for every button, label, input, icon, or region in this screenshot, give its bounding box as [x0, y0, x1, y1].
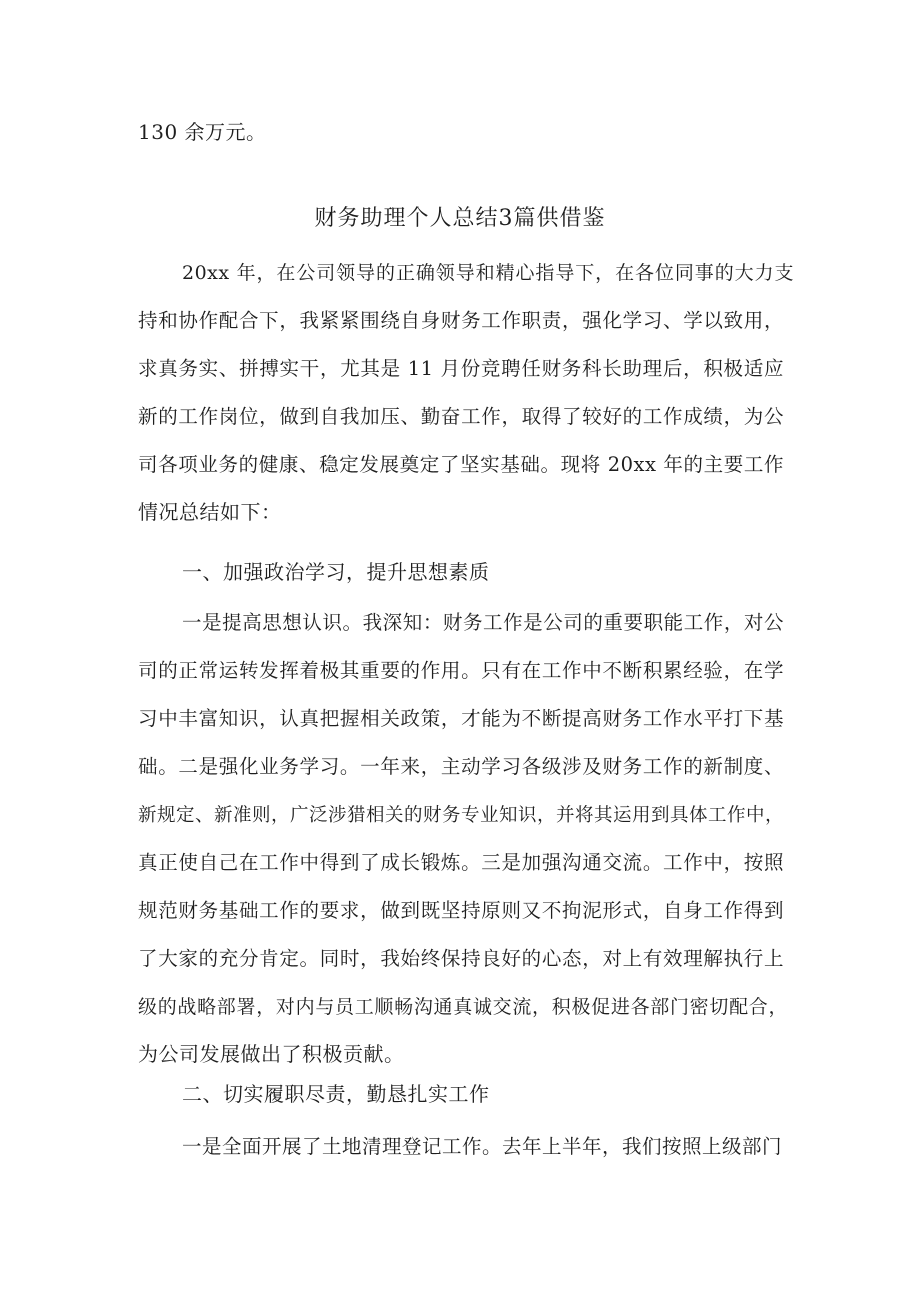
section-heading-1: 一、加强政治学习，提升思想素质	[182, 560, 490, 584]
lead-fragment: 130 余万元。	[138, 120, 267, 144]
paragraph-line: 一是全面开展了土地清理登记工作。去年上半年，我们按照上级部门	[182, 1135, 783, 1158]
paragraph-line: 为公司发展做出了积极贡献。	[138, 1042, 405, 1066]
paragraph-line: 求真务实、拼搏实干，尤其是 11 月份竞聘任财务科长助理后，积极适应	[138, 357, 784, 380]
paragraph-line: 习中丰富知识，认真把握相关政策，才能为不断提高财务工作水平打下基	[138, 707, 784, 730]
document-title: 财务助理个人总结3篇供借鉴	[314, 206, 606, 231]
paragraph-line: 20xx 年，在公司领导的正确领导和精心指导下，在各位同事的大力支	[182, 262, 794, 284]
paragraph-line: 新的工作岗位，做到自我加压、勤奋工作，取得了较好的工作成绩，为公	[138, 405, 784, 428]
paragraph-line: 一是提高思想认识。我深知：财务工作是公司的重要职能工作，对公	[182, 611, 784, 634]
paragraph-line: 真正使自己在工作中得到了成长锻炼。三是加强沟通交流。工作中，按照	[138, 851, 784, 874]
section-heading-2: 二、切实履职尽责，勤恳扎实工作	[182, 1082, 490, 1106]
paragraph-line: 新规定、新准则，广泛涉猎相关的财务专业知识，并将其运用到具体工作中，	[138, 805, 785, 826]
paragraph-line: 司各项业务的健康、稳定发展奠定了坚实基础。现将 20xx 年的主要工作	[138, 453, 784, 476]
paragraph-line: 了大家的充分肯定。同时，我始终保持良好的心态，对上有效理解执行上	[138, 947, 784, 970]
paragraph-line: 情况总结如下：	[138, 500, 282, 524]
paragraph-line: 持和协作配合下，我紧紧围绕自身财务工作职责，强化学习、学以致用，	[138, 309, 784, 332]
paragraph-line: 级的战略部署，对内与员工顺畅沟通真诚交流，积极促进各部门密切配合，	[138, 996, 788, 1018]
paragraph-line: 司的正常运转发挥着极其重要的作用。只有在工作中不断积累经验，在学	[138, 659, 784, 682]
paragraph-line: 础。二是强化业务学习。一年来，主动学习各级涉及财务工作的新制度、	[138, 755, 784, 778]
paragraph-line: 规范财务基础工作的要求，做到既坚持原则又不拘泥形式，自身工作得到	[138, 899, 784, 922]
